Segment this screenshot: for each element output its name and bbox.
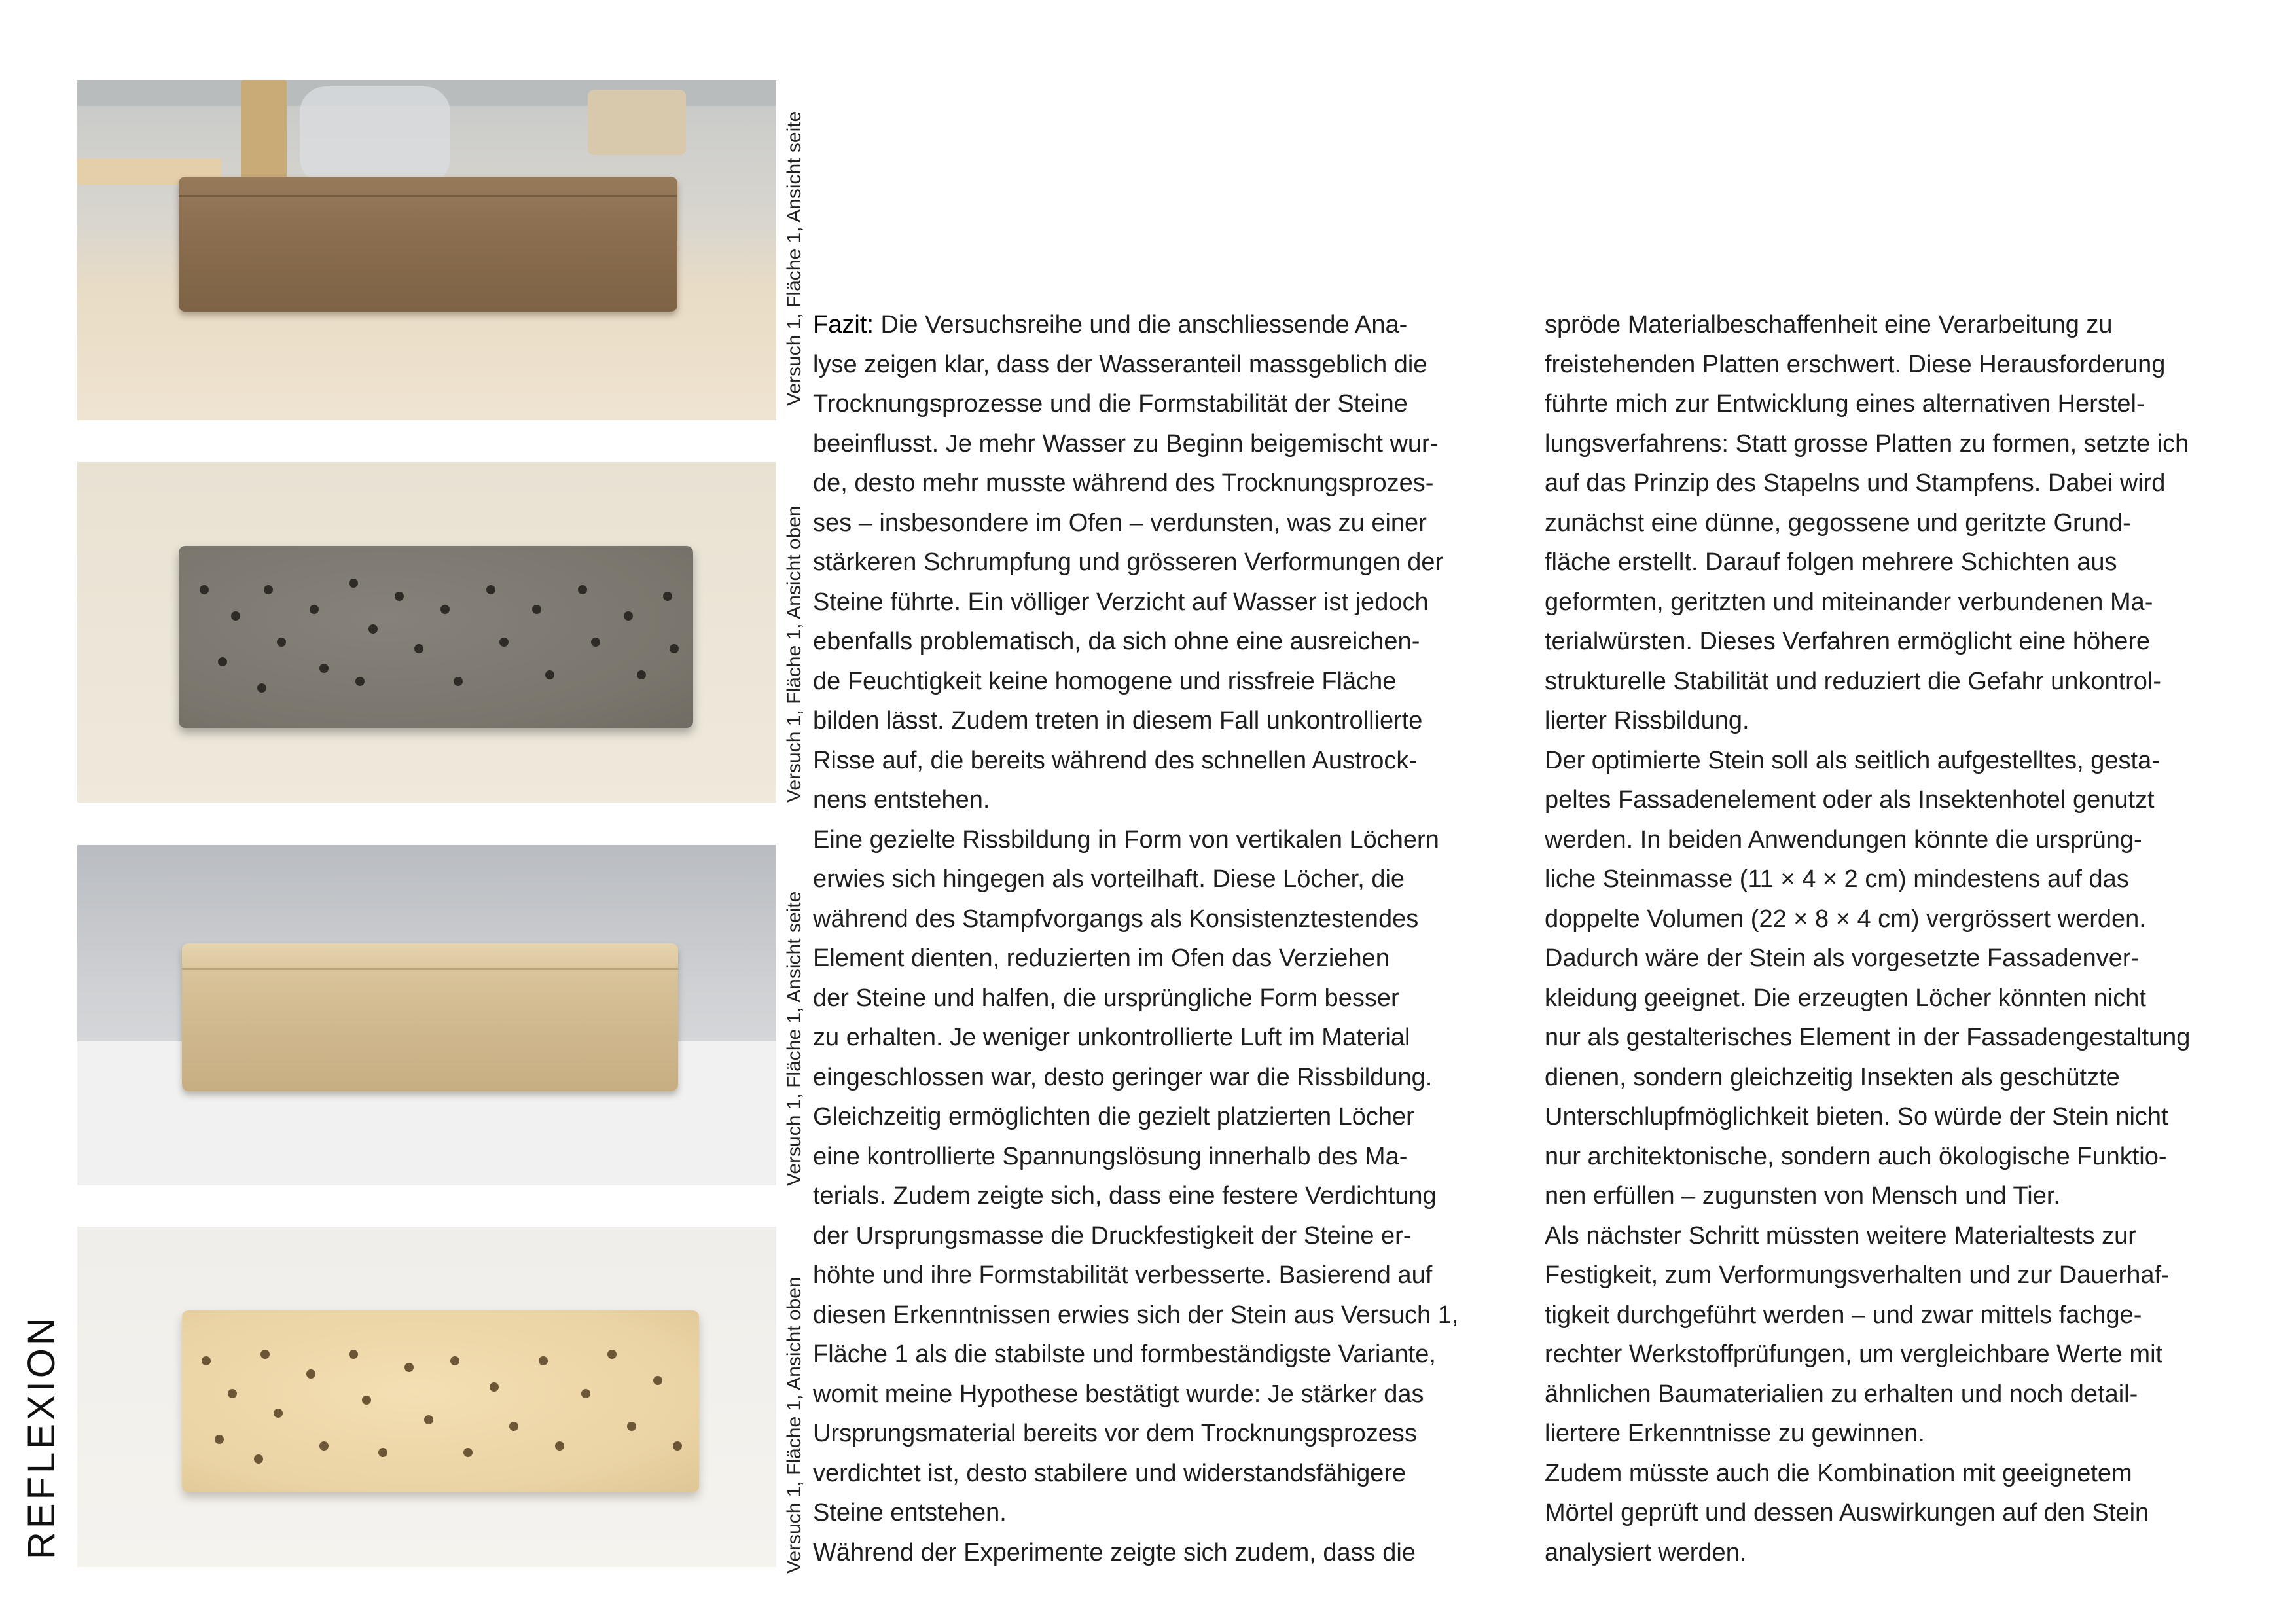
text-line: liertere Erkenntnisse zu gewinnen. <box>1545 1420 1925 1447</box>
photo-caption: Versuch 1, Fläche 1, Ansicht oben <box>783 505 805 803</box>
text-line: Fläche 1 als die stabilste und formbeständigste Variante, <box>813 1341 1436 1368</box>
photo-brick-top-2 <box>77 1227 776 1567</box>
text-line: Eine gezielte Rissbildung in Form von vertikalen Löchern <box>813 825 1439 854</box>
text-line: eingeschlossen war, desto geringer war die Rissbildung. <box>813 1063 1433 1091</box>
text-line: Der optimierte Stein soll als seitlich aufgestelltes, gesta- <box>1545 746 2160 774</box>
section-title: REFLEXION <box>20 1314 63 1559</box>
text-line: ses – insbesondere im Ofen – verdunsten, was zu einer <box>813 509 1427 537</box>
text-line: eine kontrollierte Spannungslösung innerhalb des Ma- <box>813 1142 1408 1170</box>
photo-brick-side-1 <box>77 80 776 420</box>
text-line: Ursprungsmaterial bereits vor dem Trocknungsprozess <box>813 1420 1417 1447</box>
text-line: ähnlichen Baumaterialien zu erhalten und noch detail- <box>1545 1380 2138 1408</box>
text-line: nens entstehen. <box>813 786 990 814</box>
text-line: Gleichzeitig ermöglichten die gezielt platzierten Löcher <box>813 1103 1414 1130</box>
text-column-2 <box>1545 305 2265 1572</box>
text-line: terials. Zudem zeigte sich, dass eine festere Verdichtung <box>813 1182 1437 1210</box>
text-line: Steine führte. Ein völliger Verzicht auf Wasser ist jedoch <box>813 588 1429 616</box>
text-line: Als nächster Schritt müssten weitere Materialtests zur <box>1545 1221 2136 1250</box>
text-line: Festigkeit, zum Verformungsverhalten und zur Dauerhaf- <box>1545 1261 2170 1289</box>
text-line: Trocknungsprozesse und die Formstabilität der Steine <box>813 390 1408 418</box>
text-line: erwies sich hingegen als vorteilhaft. Diese Löcher, die <box>813 865 1405 893</box>
text-line: der Steine und halfen, die ursprüngliche Form besser <box>813 984 1399 1012</box>
text-line: de, desto mehr musste während des Trocknungsprozes- <box>813 469 1434 497</box>
lead-label: Fazit: <box>813 311 874 338</box>
text-line: lungsverfahrens: Statt grosse Platten zu formen, setzte ich <box>1545 429 2189 458</box>
text-line: Dadurch wäre der Stein als vorgesetzte Fassadenver- <box>1545 945 2140 972</box>
photo-caption: Versuch 1, Fläche 1, Ansicht seite <box>783 111 805 406</box>
text-line: terialwürsten. Dieses Verfahren ermöglicht eine höhere <box>1545 628 2151 655</box>
text-line: freistehenden Platten erschwert. Diese Herausforderung <box>1545 350 2166 378</box>
text-line: spröde Materialbeschaffenheit eine Verarbeitung zu <box>1545 311 2113 338</box>
text-line: Unterschlupfmöglichkeit bieten. So würde der Stein nicht <box>1545 1103 2168 1130</box>
brick <box>182 943 678 1091</box>
text-line: Zudem müsste auch die Kombination mit geeignetem <box>1545 1459 2132 1487</box>
photo-caption: Versuch 1, Fläche 1, Ansicht oben <box>783 1276 805 1574</box>
brick-with-holes <box>179 546 693 728</box>
text-line: fläche erstellt. Darauf folgen mehrere Schichten aus <box>1545 549 2117 576</box>
text-line: Steine entstehen. <box>813 1499 1007 1526</box>
text-line: Element dienten, reduzierten im Ofen das Verziehen <box>813 945 1390 972</box>
photo-brick-side-2 <box>77 845 776 1185</box>
text-line: ebenfalls problematisch, da sich ohne eine ausreichen- <box>813 628 1420 655</box>
text-line: tigkeit durchgeführt werden – und zwar mittels fachge- <box>1545 1301 2142 1329</box>
text-line: Fazit: Die Versuchsreihe und die anschliessende Ana- <box>813 311 1408 338</box>
text-line: dienen, sondern gleichzeitig Insekten als geschützte <box>1545 1063 2120 1091</box>
text-line: lierter Rissbildung. <box>1545 707 1749 734</box>
text-column-1 <box>813 305 1513 1572</box>
text-line: zunächst eine dünne, gegossene und geritzte Grund- <box>1545 509 2131 537</box>
text-line: womit meine Hypothese bestätigt wurde: Je stärker das <box>813 1380 1424 1408</box>
text-line: stärkeren Schrumpfung und grösseren Verformungen der <box>813 549 1444 576</box>
text-line: bilden lässt. Zudem treten in diesem Fall unkontrollierte <box>813 707 1423 734</box>
text-line: Risse auf, die bereits während des schnellen Austrock- <box>813 746 1418 774</box>
text-line: liche Steinmasse (11 × 4 × 2 cm) mindestens auf das <box>1545 865 2129 893</box>
text-line: zu erhalten. Je weniger unkontrollierte Luft im Material <box>813 1024 1410 1051</box>
photo-brick-top-1 <box>77 462 776 803</box>
text-line: nur als gestalterisches Element in der Fassadengestaltung <box>1545 1024 2191 1051</box>
text-line: werden. In beiden Anwendungen könnte die ursprüng- <box>1545 825 2142 854</box>
text-line: doppelte Volumen (22 × 8 × 4 cm) vergrössert werden. <box>1545 905 2146 933</box>
text-line: diesen Erkenntnissen erwies sich der Stein aus Versuch 1, <box>813 1301 1459 1329</box>
text-line: führte mich zur Entwicklung eines alternativen Herstel- <box>1545 390 2145 418</box>
text-line: analysiert werden. <box>1545 1538 1747 1566</box>
photo-caption: Versuch 1, Fläche 1, Ansicht seite <box>783 891 805 1186</box>
text-line: rechter Werkstoffprüfungen, um vergleichbare Werte mit <box>1545 1341 2163 1368</box>
text-line: nur architektonische, sondern auch ökologische Funktio- <box>1545 1142 2167 1170</box>
brick-with-holes <box>182 1310 699 1492</box>
text-line: lyse zeigen klar, dass der Wasseranteil massgeblich die <box>813 350 1427 378</box>
brick <box>179 177 677 312</box>
text-line: höhte und ihre Formstabilität verbesserte. Basierend auf <box>813 1261 1433 1289</box>
text-line: nen erfüllen – zugunsten von Mensch und Tier. <box>1545 1182 2060 1210</box>
text-line: verdichtet ist, desto stabilere und widerstandsfähigere <box>813 1459 1407 1487</box>
text-line: geformten, geritzten und miteinander verbundenen Ma- <box>1545 588 2153 616</box>
text-line: Mörtel geprüft und dessen Auswirkungen auf den Stein <box>1545 1499 2149 1526</box>
text-line: peltes Fassadenelement oder als Insektenhotel genutzt <box>1545 786 2155 814</box>
text-line: beeinflusst. Je mehr Wasser zu Beginn beigemischt wur- <box>813 429 1439 458</box>
text-line: strukturelle Stabilität und reduziert die Gefahr unkontrol- <box>1545 667 2162 695</box>
text-line: während des Stampfvorgangs als Konsistenztestendes <box>813 905 1419 933</box>
text-line: Während der Experimente zeigte sich zudem, dass die <box>813 1538 1416 1566</box>
text-line: auf das Prinzip des Stapelns und Stampfens. Dabei wird <box>1545 469 2166 497</box>
text-line: de Feuchtigkeit keine homogene und rissfreie Fläche <box>813 667 1397 695</box>
text-line: der Ursprungsmasse die Druckfestigkeit der Steine er- <box>813 1221 1412 1250</box>
text-line: kleidung geeignet. Die erzeugten Löcher könnten nicht <box>1545 984 2146 1012</box>
